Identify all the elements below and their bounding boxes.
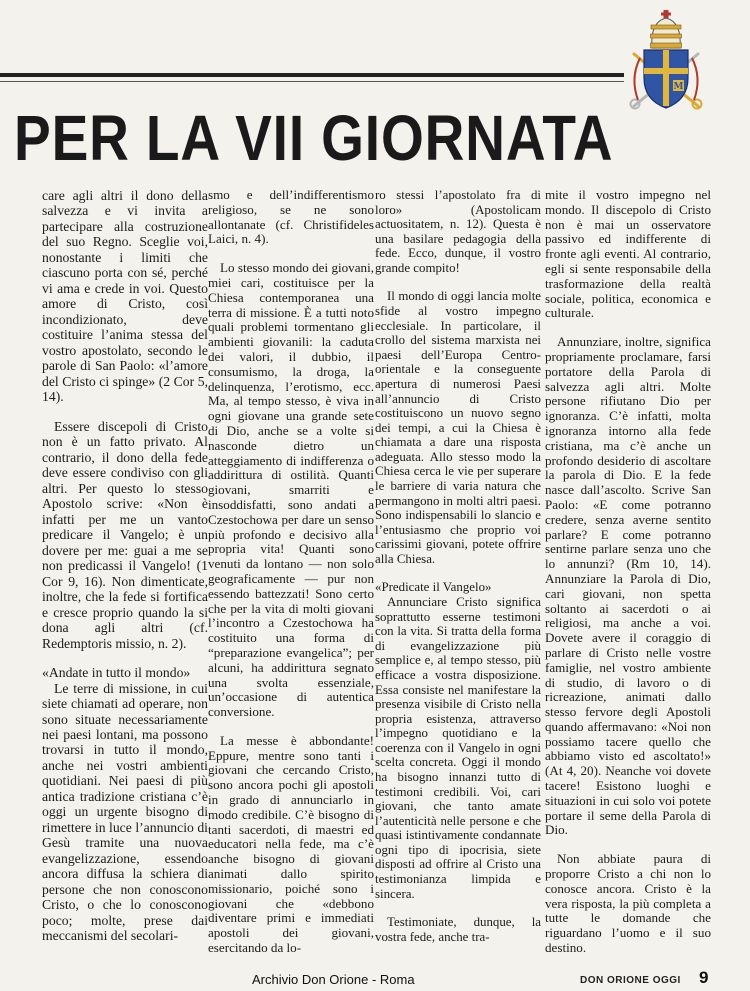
header-rule-thin (0, 81, 624, 82)
page-number: 9 (699, 968, 709, 987)
paragraph: Annunciare Cristo significa soprattutto esserne testimoni con la vita. Si tratta della forma di evangelizzazione più semplice e, al tempo stesso, più efficace a vostra disposizione. Essa consiste nel manifestare la presenza visibile di Cristo nella propria esistenza, attraverso l’impegno quotidiano e la coerenza con il Vangelo in ogni scelta concreta. Oggi il mondo ha bisogno innanzi tutto di testimoni credibili. Voi, cari giovani, che tanto amate l’autenticità nelle persone e che quasi istintivamente condannate ogni tipo di ipocrisia, siete disposti ad offrire al Cristo una testimonianza limpida e sincera. (375, 595, 541, 901)
shield-icon (644, 50, 688, 108)
paragraph: ro stessi l’apostolato fra di loro» (Apostolicam actuositatem, n. 12). Questa è una basilare pedagogia della fede. Ecco, dunque, il vostro grande compito! (375, 188, 541, 275)
archive-credit: Archivio Don Orione - Roma (252, 972, 415, 987)
text-column-1 (42, 188, 208, 944)
svg-text:M: M (673, 82, 684, 92)
section-subheading: «Andate in tutto il mondo» (42, 665, 191, 681)
paragraph: mite il vostro impegno nel mondo. Il discepolo di Cristo non è mai un osservatore passivo ed indifferente di fronte agli eventi. Al contrario, egli si sente responsabile della trasformazione della realtà sociale, politica, economica e culturale. (545, 187, 711, 321)
paragraph: Testimoniate, dunque, la vostra fede, anche tra- (375, 915, 541, 944)
paragraph: Essere discepoli di Cristo non è un fatto privato. Al contrario, il dono della fede deve essere condiviso con gli altri. Per questo lo stesso Apostolo scrive: «Non è infatti per me un vanto predicare il Vangelo; è un dovere per me: guai a me se non predicassi il Vangelo! (1 Cor 9, 16). Non dimenticate, inoltre, che la fede si fortifica e cresce proprio quando la si dona agli altri (cf. Redemptoris missio, n. 2). (42, 418, 208, 651)
tiara-icon (651, 10, 682, 48)
headline: PER LA VII GIORNATA (14, 102, 614, 174)
publication-name: DON ORIONE OGGI (580, 975, 681, 986)
paragraph: La messe è abbondante! Eppure, mentre sono tanti i giovani che cercando Cristo, sono ancora pochi gli apostoli in grado di annunciarlo in modo credibile. C’è bisogno di tanti sacerdoti, di maestri ed educatori nella fede, ma c’è anche bisogno di giovani animati dallo spirito missionario, poiché sono i giovani che «debbono diventare primi e immediati apostoli dei giovani, esercitando da lo- (208, 732, 374, 956)
paragraph: smo e dell’indifferentismo religioso, se ne sono allontanate (cf. Christifideles Laici, n. 4). (208, 187, 374, 247)
paragraph: Non abbiate paura di proporre Cristo a chi non lo conosce ancora. Cristo è la vera risposta, la più completa a tutte le domande che riguardano l’uomo e il suo destino. (545, 851, 711, 956)
text-column-2 (208, 188, 374, 956)
papal-coat-of-arms-icon (626, 8, 706, 114)
section-subheading: «Predicate il Vangelo» (375, 580, 492, 595)
header-rule (0, 73, 624, 77)
paragraph: Annunziare, inoltre, significa propriamente proclamare, farsi portatore della Parola di salvezza agli altri. Molte persone rifiutano Dio per ignoranza. C’è infatti, molta ignoranza intorno alla fede cristiana, ma c’è anche un profondo desiderio di ascoltare la parola di Dio. E la fede nasce dall’ascolto. Scrive San Paolo: «E come potranno credere, senza averne sentito parlare? E come potranno sentirne parlare senza uno che lo annunzi? (Rm 10, 14). Annunziare la Parola di Dio, cari giovani, non spetta soltanto ai sacerdoti o ai religiosi, ma anche a voi. Dovete avere il coraggio di parlare di Cristo nelle vostre famiglie, nel vostro ambiente di studio, di lavoro o di ricreazione, animati dallo stesso fervore degli Apostoli quando affermavano: «Noi non possiamo tacere quello che abbiamo visto ed ascoltato!» (At 4, 20). Neanche voi dovete tacere! Esistono luoghi e situazioni in cui solo voi potete portare il seme della Parola di Dio. (545, 334, 711, 838)
text-column-3 (375, 188, 541, 944)
paragraph: care agli altri il dono della salvezza e vi invita a partecipare alla costruzione del suo Regno. Sceglie voi, nonostante i limiti che ciascuno porta con sé, perché vi ama e crede in voi. Questo amore di Cristo, così incondizionato, deve costituire l’anima stessa del vostro apostolato, secondo le parole di San Paolo: «l’amore del Cristo ci spinge» (2 Cor 5, 14). (42, 188, 208, 405)
paragraph: Il mondo di oggi lancia molte sfide al vostro impegno ecclesiale. In particolare, il crollo del sistema marxista nei paesi dell’Europa Centro-orientale e la conseguente apertura di numerosi Paesi all’annuncio di Cristo costituiscono un nuovo segno dei tempi, a cui la Chiesa è chiamata a dare una risposta adeguata. Allo stesso modo la Chiesa cerca le vie per superare le barriere di varia natura che permangono in molti altri paesi. Sono indispensabili lo slancio e l’entusiasmo che proprio voi carissimi giovani, potete offrire alla Chiesa. (375, 289, 541, 566)
paragraph: Lo stesso mondo dei giovani, miei cari, costituisce per la Chiesa contemporanea una terra di missione. È a tutti noto quali problemi tormentano gli ambienti giovanili: la caduta dei valori, il dubbio, il consumismo, la droga, la delinquenza, l’erotismo, ecc. Ma, al tempo stesso, è viva in ogni giovane una grande sete di Dio, anche se a volte si nasconde dietro un atteggiamento di indifferenza o addirittura di ostilità. Quanti giovani, smarriti e insoddisfatti, sono andati a Czestochowa per dare un senso più profondo e decisivo alla propria vita! Quanti sono venuti da lontano — non solo geograficamente — pur non essendo battezzati! Sono certo che per la vita di molti giovani l’incontro a Czestochowa ha costituito una forma di “preparazione evangelica”; per alcuni, ha addirittura segnato una svolta essenziale, un’occasione di autentica conversione. (208, 260, 374, 720)
paragraph: Le terre di missione, in cui siete chiamati ad operare, non sono situate necessariamente nei paesi lontani, ma possono trovarsi in tutto il mondo, anche nei vostri ambienti quotidiani. Nei paesi di più antica tradizione cristiana c’è oggi un urgente bisogno di rimettere in luce l’annuncio di Gesù tramite una nuova evangelizzazione, essendo ancora diffusa la schiera di persone che non conoscono Cristo, o che lo conoscono poco; molte, prese dai meccanismi del secolari- (42, 680, 208, 944)
text-column-4 (545, 188, 711, 956)
